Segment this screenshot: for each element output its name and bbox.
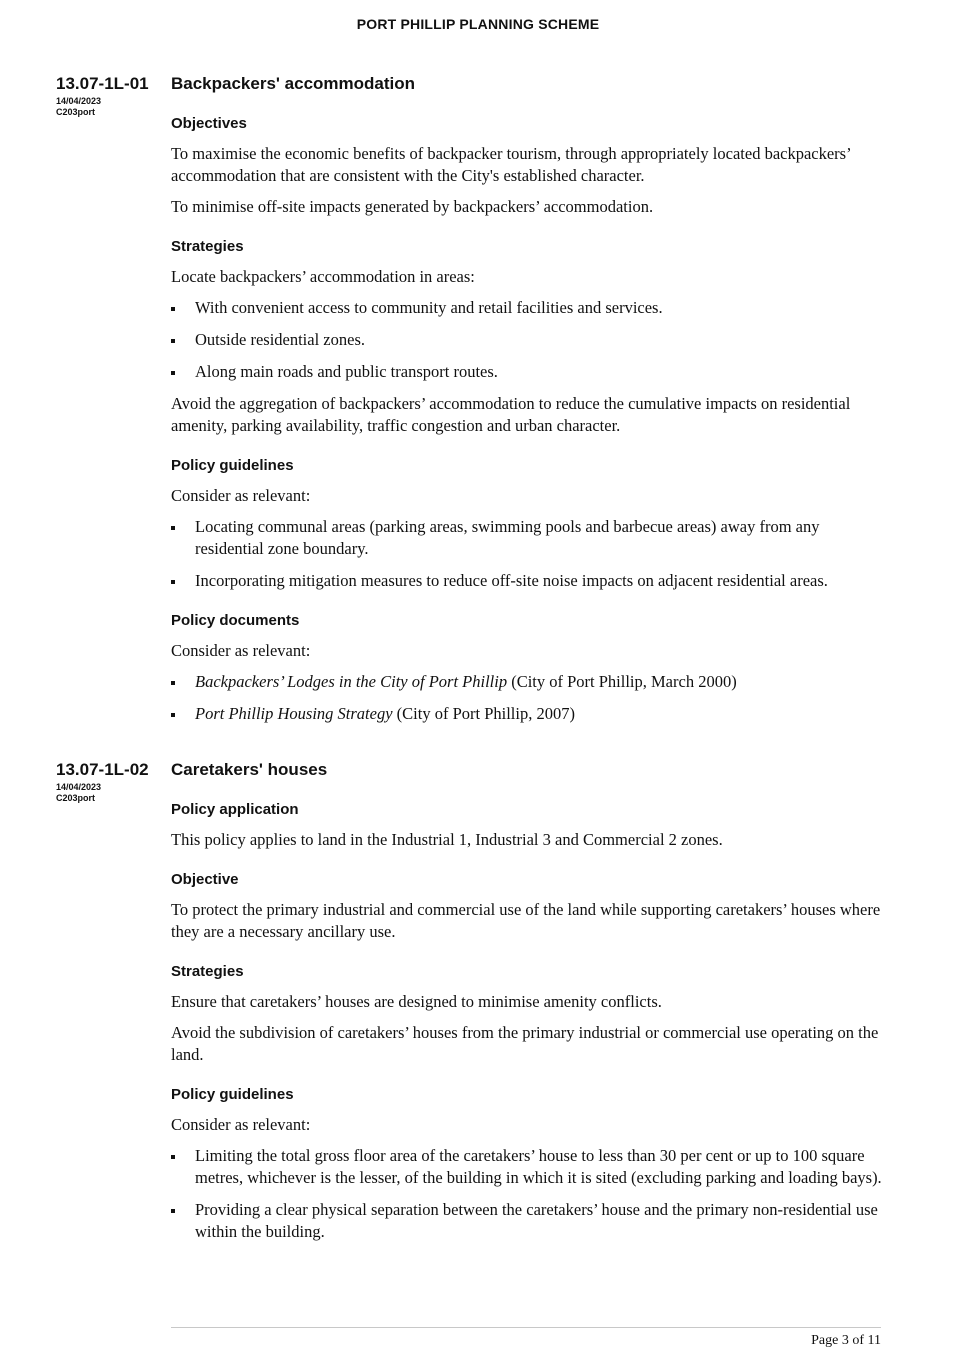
bullet-icon — [171, 526, 175, 530]
list-item — [171, 703, 887, 725]
list-item-text: With convenient access to community and retail facilities and services. — [195, 298, 663, 317]
paragraph: This policy applies to land in the Industrial 1, Industrial 3 and Commercial 2 zones. — [171, 830, 723, 849]
paragraph: To protect the primary industrial and commercial use of the land while supporting caretakers’ houses where they are a necessary ancillary use. — [171, 900, 881, 941]
paragraph: Consider as relevant: — [171, 641, 311, 660]
objectives-section — [171, 114, 887, 218]
list-item — [171, 297, 887, 319]
bullet-icon — [171, 713, 175, 717]
clause-amendment: C203port — [56, 793, 96, 803]
section-heading: Objective — [171, 871, 239, 888]
clause-title: Backpackers' accommodation — [171, 74, 416, 93]
clause-date: 14/04/2023 — [56, 782, 102, 792]
document-header: PORT PHILLIP PLANNING SCHEME — [356, 16, 600, 32]
bullet-list — [171, 1145, 887, 1243]
list-item — [171, 329, 887, 351]
section-heading: Strategies — [171, 963, 244, 980]
application-section — [171, 800, 887, 851]
list-item — [171, 570, 887, 592]
clause-date: 14/04/2023 — [56, 96, 102, 106]
clause-number: 13.07-1L-02 — [56, 760, 149, 779]
list-item — [171, 1145, 887, 1189]
section-heading: Policy guidelines — [171, 457, 294, 474]
bullet-icon — [171, 1209, 175, 1213]
paragraph: Consider as relevant: — [171, 1115, 311, 1134]
clause-title: Caretakers' houses — [171, 760, 328, 779]
bullet-icon — [171, 339, 175, 343]
section-heading: Objectives — [171, 115, 247, 132]
list-item-text: Limiting the total gross floor area of the caretakers’ house to less than 30 per cent or up to 100 square metres, whichever is the lesser, of the building in which it is sited (excluding parking and loading bays). — [195, 1146, 882, 1187]
documents-section — [171, 611, 887, 725]
list-item — [171, 516, 887, 560]
document-detail: (City of Port Phillip, 2007) — [392, 704, 575, 723]
guidelines-section — [171, 1085, 887, 1243]
strategies-section — [171, 237, 887, 437]
paragraph: Avoid the aggregation of backpackers’ accommodation to reduce the cumulative impacts on residential amenity, parking availability, traffic congestion and urban character. — [171, 394, 851, 435]
footer-divider — [171, 1327, 881, 1328]
clause-body — [171, 800, 887, 1262]
paragraph: Locate backpackers’ accommodation in areas: — [171, 267, 475, 286]
clause-meta — [56, 96, 101, 118]
bullet-icon — [171, 681, 175, 685]
clause-body — [171, 114, 887, 744]
page-number: Page 3 of 11 — [811, 1333, 881, 1348]
paragraph: Consider as relevant: — [171, 486, 311, 505]
bullet-list — [171, 516, 887, 592]
paragraph: Avoid the subdivision of caretakers’ houses from the primary industrial or commercial use operating on the land. — [171, 1023, 879, 1064]
list-item-text: Providing a clear physical separation between the caretakers’ house and the primary non-residential use within the building. — [195, 1200, 878, 1241]
section-heading: Policy application — [171, 801, 299, 818]
clause-meta — [56, 782, 101, 804]
list-item-text: Incorporating mitigation measures to reduce off-site noise impacts on adjacent residential areas. — [195, 571, 828, 590]
clause-amendment: C203port — [56, 107, 96, 117]
bullet-list — [171, 297, 887, 383]
list-item-text: Along main roads and public transport routes. — [195, 362, 498, 381]
list-item — [171, 1199, 887, 1243]
list-item-text: Outside residential zones. — [195, 330, 365, 349]
bullet-icon — [171, 1155, 175, 1159]
bullet-icon — [171, 371, 175, 375]
section-heading: Policy documents — [171, 612, 300, 629]
document-detail: (City of Port Phillip, March 2000) — [507, 672, 737, 691]
paragraph: Ensure that caretakers’ houses are designed to minimise amenity conflicts. — [171, 992, 662, 1011]
list-item — [171, 671, 887, 693]
strategies-section — [171, 962, 887, 1066]
bullet-list — [171, 671, 887, 725]
paragraph: To minimise off-site impacts generated by backpackers’ accommodation. — [171, 197, 654, 216]
list-item — [171, 361, 887, 383]
list-item-text: Locating communal areas (parking areas, swimming pools and barbecue areas) away from any residential zone boundary. — [195, 517, 820, 558]
bullet-icon — [171, 307, 175, 311]
section-heading: Strategies — [171, 238, 244, 255]
guidelines-section — [171, 456, 887, 592]
objective-section — [171, 870, 887, 943]
section-heading: Policy guidelines — [171, 1086, 294, 1103]
bullet-icon — [171, 580, 175, 584]
paragraph: To maximise the economic benefits of backpacker tourism, through appropriately located backpackers’ accommodation that are consistent with the City's established character. — [171, 144, 851, 185]
document-title: Port Phillip Housing Strategy — [195, 704, 393, 723]
clause-number: 13.07-1L-01 — [56, 74, 149, 93]
document-title: Backpackers’ Lodges in the City of Port Phillip — [195, 672, 508, 691]
